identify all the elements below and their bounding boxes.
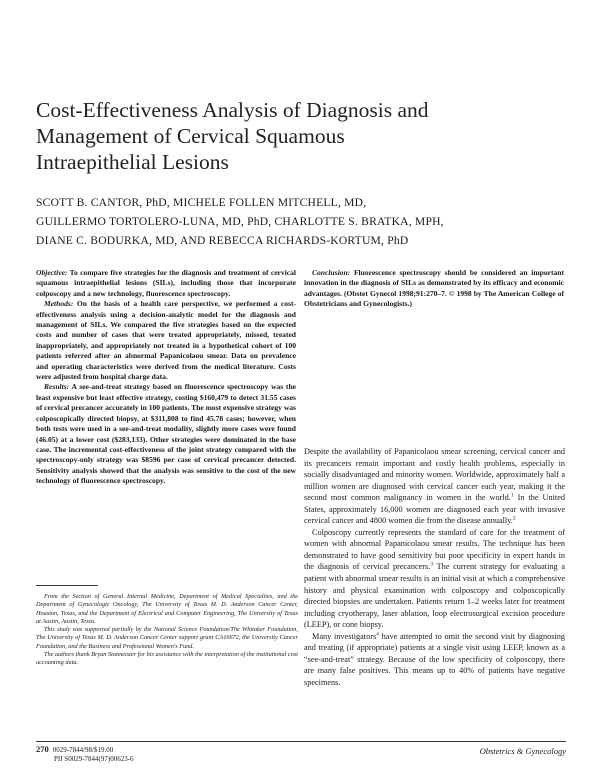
footnote-affiliation: From the Section of General Internal Medicine, Department of Medical Specialties, and the Department of Gynecologic Oncology, The University of Texas M. D. Anderson Cancer Center, Houston, Texas, and the Department of Electrical and Computer Engineering, The University of Texas at Austin, Austin, Texas.	[36, 593, 298, 625]
body-text: Many investigators	[312, 631, 377, 641]
body-paragraph	[304, 527, 565, 631]
folio-left	[36, 745, 134, 764]
footnote-divider	[36, 585, 98, 586]
title-line: Cost-Effectiveness Analysis of Diagnosis and	[36, 98, 429, 122]
abstract-left-column	[36, 268, 296, 487]
body-text: Despite the availability of Papanicolaou smear screening, cervical cancer and its precancers remain important and costly health problems, especially in socially disadvantaged and minority women. Worldwide, approximately half a million women are diagnosed with cervical cancer each year, making it the second most common malignancy in women in the world.	[304, 447, 565, 503]
body-text-column	[304, 446, 565, 688]
objective-text: To compare five strategies for the diagnosis and treatment of cervical squamous intraepithelial lesions (SILs), including those that incorporate colposcopy and a new technology, fluorescence spectroscopy.	[36, 268, 296, 298]
body-text: have attempted to omit the second visit by diagnosing and treating (if appropriate) patients at a single visit using LEEP, known as a “see-and-treat” strategy. Because of the low specificity of colposcopy, there are many false positives. This means up to 40% of patients have negative specimens.	[304, 631, 565, 687]
objective-label: Objective:	[36, 268, 68, 277]
reference-marker: 2	[512, 515, 516, 522]
results-text: A see-and-treat strategy based on fluorescence spectroscopy was the least expensive but least effective strategy, costing $160,479 to detect 31.55 cases of cervical precancer accurately in 100 patients. The most expensive strategy was colposcopically directed biopsy, at $311,808 to find 45.78 cases; however, when both tests were used in a see-and-treat modality, slightly more cases were found (46.05) at a lower cost ($283,133). Other strategies were dominated in the base case. The incremental cost-effectiveness of the joint strategy compared with the spectroscopy-only strategy was $8596 per case of cervical precancer detected. Sensitivity analysis showed that the analysis was sensitive to the cost of the new technology of fluorescence spectroscopy.	[36, 382, 296, 486]
title-line: Management of Cervical Squamous	[36, 124, 345, 148]
abstract-objective	[36, 268, 296, 299]
abstract-results	[36, 382, 296, 486]
author-line: SCOTT B. CANTOR, PhD, MICHELE FOLLEN MITCHELL, MD,	[36, 196, 367, 209]
methods-label: Methods:	[44, 299, 74, 309]
body-text: The current strategy for evaluating a patient with abnormal smear results is an initial visit at which a comprehensive history and physical examination with colposcopy and colposcopically directed biopsies are undertaken. Patients return 1–2 weeks later for treatment including cryotherapy, laser ablation, loop electrosurgical excision procedure (LEEP), or cone biopsy.	[304, 562, 565, 630]
body-text: Colposcopy currently represents the standard of care for the treatment of women with abnormal Papanicolaou smear results. The technique has been demonstrated to have good sensitivity but poor specificity in expert hands in the diagnosis of cervical precancers.	[304, 527, 565, 572]
body-paragraph	[304, 446, 565, 527]
page-number: 270	[36, 744, 49, 754]
methods-text: On the basis of a health care perspective, we performed a cost-effectiveness analysis using a decision-analytic model for the diagnosis and management of SILs. We compared the five strategies based on the expected costs and number of cases that were treated appropriately, missed, treated inappropriately, and appropriately not treated in a hypothetical cohort of 100 patients referred after an abnormal Papanicolaou smear. Data on prevalence and operating characteristics were derived from the medical literature. Costs were adjusted from hospital charge data.	[36, 299, 296, 382]
reference-marker: 1	[510, 492, 514, 499]
footnotes	[36, 593, 298, 668]
conclusion-label: Conclusion:	[312, 268, 351, 277]
author-line: GUILLERMO TORTOLERO-LUNA, MD, PhD, CHARLOTTE S. BRATKA, MPH,	[36, 215, 444, 228]
author-line: DIANE C. BODURKA, MD, AND REBECCA RICHARDS-KORTUM, PhD	[36, 234, 409, 247]
pii-code: PII S0029-7844(97)00623-6	[54, 755, 134, 763]
reference-marker: 4	[376, 631, 379, 637]
title-line: Intraepithelial Lesions	[36, 150, 229, 174]
results-label: Results:	[44, 382, 70, 392]
body-paragraph	[304, 631, 565, 689]
journal-name: Obstetrics & Gynecology	[479, 746, 566, 756]
issn-price: 0029-7844/98/$19.00	[52, 746, 114, 754]
folio-divider	[36, 741, 566, 742]
body-text: In the United States, approximately 16,000 women are diagnosed each year with invasive cervical cancer and 4800 women die from the disease annually.	[304, 493, 566, 526]
reference-marker: 3	[430, 561, 434, 568]
conclusion-text: Fluorescence spectroscopy should be considered an important innovation in the diagnosis of SILs as demonstrated by its efficacy and economic advantages. (Obstet Gynecol 1998;91:270–7. © 1998 by The American College of Obstetricians and Gynecologists.)	[304, 268, 564, 309]
abstract-methods	[36, 299, 296, 382]
footnote-acknowledgment: The authors thank Bryan Stotmeister for his assistance with the interpretation of the institutional cost accounting data.	[36, 651, 298, 667]
abstract-conclusion	[304, 268, 564, 310]
footnote-funding: This study was supported partially by the National Science Foundation/The Whitaker Foundation, The University of Texas M. D. Anderson Cancer Center support grant CA16672, the University Cancer Foundation, and the Business and Professional Women's Fund.	[36, 626, 298, 650]
article-title	[36, 97, 556, 175]
author-list	[36, 193, 576, 250]
